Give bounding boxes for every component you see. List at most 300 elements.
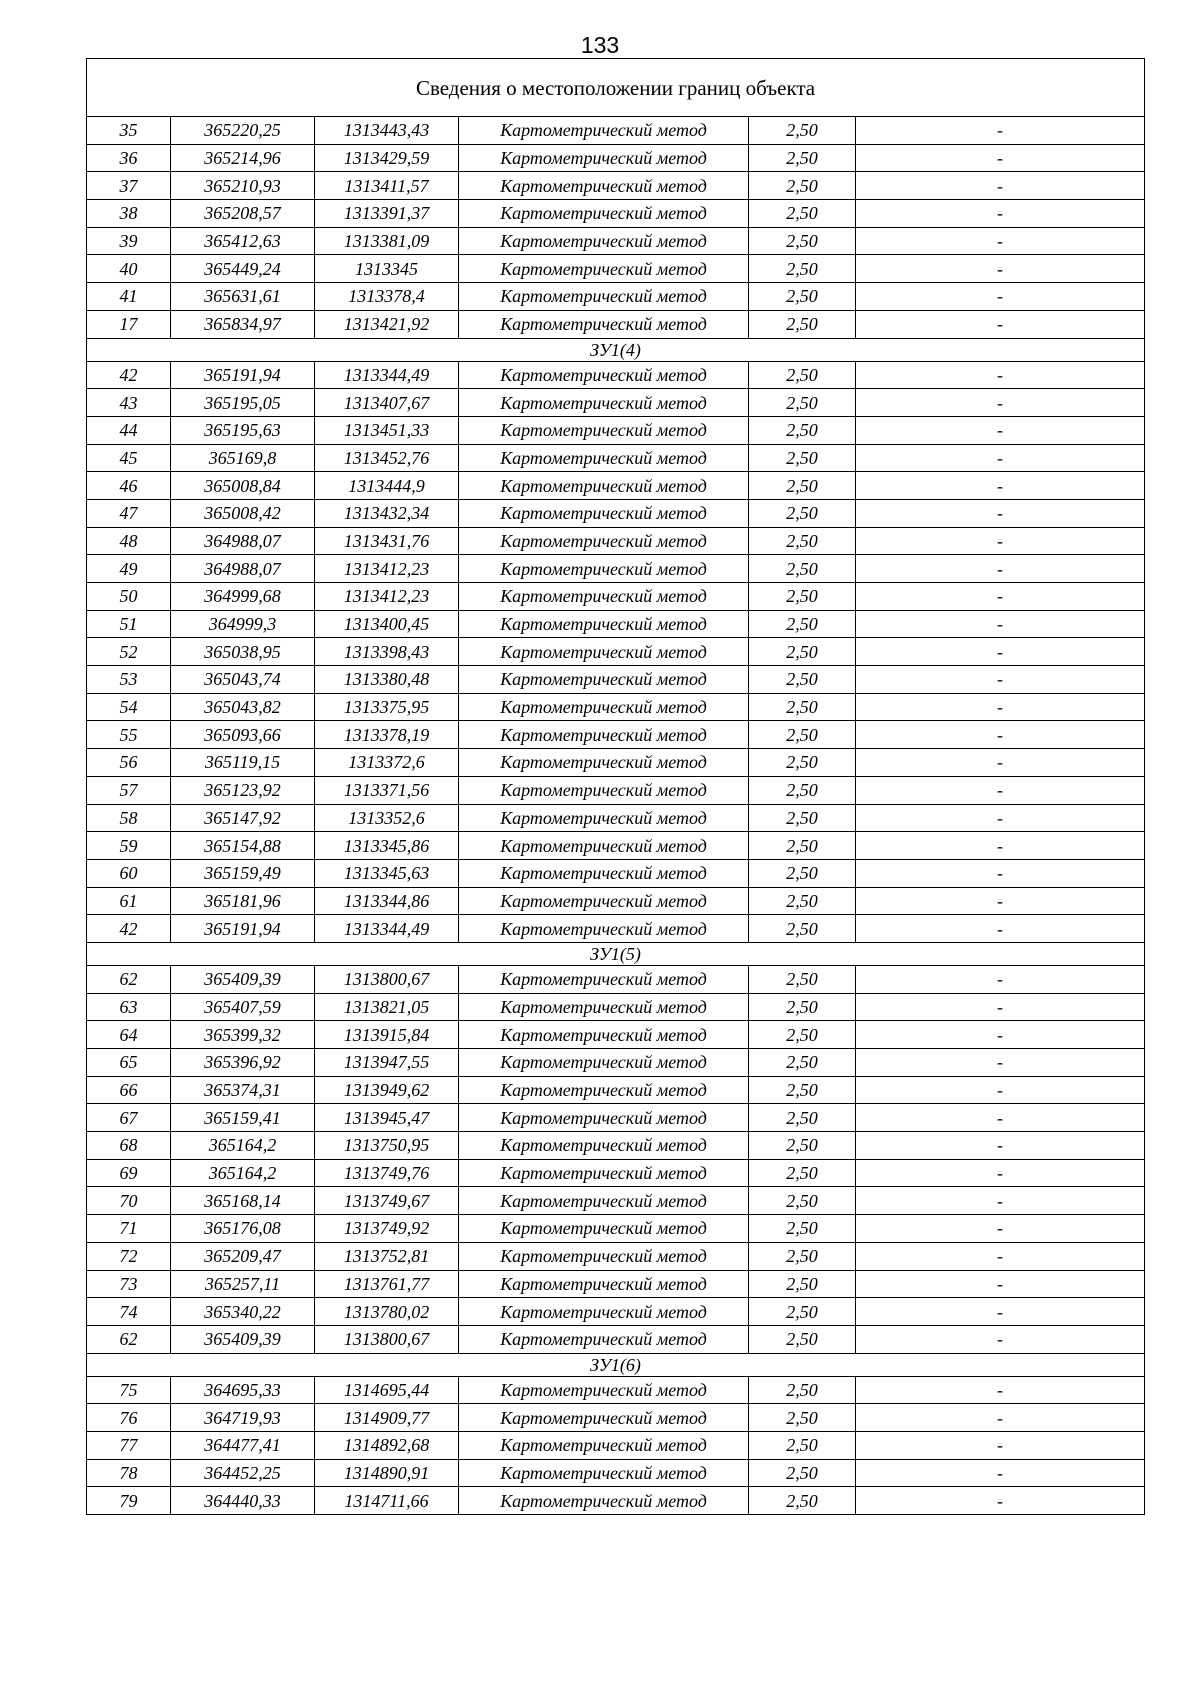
y-coordinate-cell: 1313749,76 [315, 1159, 459, 1187]
method-cell: Картометрический метод [459, 1270, 749, 1298]
method-cell: Картометрический метод [459, 693, 749, 721]
accuracy-cell: 2,50 [749, 1298, 856, 1326]
y-coordinate-cell: 1313344,86 [315, 887, 459, 915]
x-coordinate-cell: 365008,84 [171, 472, 315, 500]
accuracy-cell: 2,50 [749, 666, 856, 694]
point-number-cell: 71 [87, 1215, 171, 1243]
point-number-cell: 39 [87, 227, 171, 255]
accuracy-cell: 2,50 [749, 227, 856, 255]
accuracy-cell: 2,50 [749, 255, 856, 283]
x-coordinate-cell: 365164,2 [171, 1159, 315, 1187]
y-coordinate-cell: 1313398,43 [315, 638, 459, 666]
point-number-cell: 76 [87, 1404, 171, 1432]
accuracy-cell: 2,50 [749, 965, 856, 993]
y-coordinate-cell: 1313432,34 [315, 499, 459, 527]
description-cell: - [856, 361, 1145, 389]
method-cell: Картометрический метод [459, 1487, 749, 1515]
point-number-cell: 51 [87, 610, 171, 638]
section-label: ЗУ1(4) [87, 338, 1145, 361]
section-header-row [87, 942, 1145, 965]
y-coordinate-cell: 1313780,02 [315, 1298, 459, 1326]
y-coordinate-cell: 1313451,33 [315, 416, 459, 444]
x-coordinate-cell: 364440,33 [171, 1487, 315, 1515]
y-coordinate-cell: 1313380,48 [315, 666, 459, 694]
x-coordinate-cell: 365834,97 [171, 310, 315, 338]
table-row [87, 1076, 1145, 1104]
table-row [87, 610, 1145, 638]
method-cell: Картометрический метод [459, 749, 749, 777]
accuracy-cell: 2,50 [749, 887, 856, 915]
table-row [87, 1021, 1145, 1049]
method-cell: Картометрический метод [459, 1459, 749, 1487]
point-number-cell: 40 [87, 255, 171, 283]
accuracy-cell: 2,50 [749, 804, 856, 832]
method-cell: Картометрический метод [459, 361, 749, 389]
accuracy-cell: 2,50 [749, 1404, 856, 1432]
description-cell: - [856, 1159, 1145, 1187]
y-coordinate-cell: 1314890,91 [315, 1459, 459, 1487]
x-coordinate-cell: 364988,07 [171, 527, 315, 555]
description-cell: - [856, 1049, 1145, 1077]
table-row [87, 1325, 1145, 1353]
point-number-cell: 58 [87, 804, 171, 832]
method-cell: Картометрический метод [459, 255, 749, 283]
point-number-cell: 77 [87, 1431, 171, 1459]
y-coordinate-cell: 1313344,49 [315, 915, 459, 943]
description-cell: - [856, 227, 1145, 255]
x-coordinate-cell: 365340,22 [171, 1298, 315, 1326]
x-coordinate-cell: 365008,42 [171, 499, 315, 527]
description-cell: - [856, 1298, 1145, 1326]
method-cell: Картометрический метод [459, 527, 749, 555]
method-cell: Картометрический метод [459, 499, 749, 527]
x-coordinate-cell: 365210,93 [171, 172, 315, 200]
table-row [87, 1487, 1145, 1515]
point-number-cell: 37 [87, 172, 171, 200]
table-row [87, 638, 1145, 666]
table-row [87, 1298, 1145, 1326]
y-coordinate-cell: 1313821,05 [315, 993, 459, 1021]
method-cell: Картометрический метод [459, 1376, 749, 1404]
table-row [87, 1104, 1145, 1132]
description-cell: - [856, 804, 1145, 832]
point-number-cell: 66 [87, 1076, 171, 1104]
description-cell: - [856, 472, 1145, 500]
method-cell: Картометрический метод [459, 283, 749, 311]
method-cell: Картометрический метод [459, 472, 749, 500]
accuracy-cell: 2,50 [749, 1215, 856, 1243]
table-row [87, 721, 1145, 749]
x-coordinate-cell: 365220,25 [171, 117, 315, 145]
x-coordinate-cell: 365209,47 [171, 1242, 315, 1270]
x-coordinate-cell: 365123,92 [171, 776, 315, 804]
description-cell: - [856, 1242, 1145, 1270]
table-row [87, 1215, 1145, 1243]
method-cell: Картометрический метод [459, 1049, 749, 1077]
y-coordinate-cell: 1314695,44 [315, 1376, 459, 1404]
accuracy-cell: 2,50 [749, 749, 856, 777]
y-coordinate-cell: 1314711,66 [315, 1487, 459, 1515]
y-coordinate-cell: 1314892,68 [315, 1431, 459, 1459]
y-coordinate-cell: 1313800,67 [315, 965, 459, 993]
description-cell: - [856, 499, 1145, 527]
point-number-cell: 54 [87, 693, 171, 721]
table-row [87, 1270, 1145, 1298]
accuracy-cell: 2,50 [749, 1104, 856, 1132]
description-cell: - [856, 666, 1145, 694]
description-cell: - [856, 638, 1145, 666]
x-coordinate-cell: 364477,41 [171, 1431, 315, 1459]
accuracy-cell: 2,50 [749, 832, 856, 860]
method-cell: Картометрический метод [459, 666, 749, 694]
point-number-cell: 56 [87, 749, 171, 777]
x-coordinate-cell: 365043,74 [171, 666, 315, 694]
method-cell: Картометрический метод [459, 227, 749, 255]
table-row [87, 993, 1145, 1021]
point-number-cell: 48 [87, 527, 171, 555]
y-coordinate-cell: 1313400,45 [315, 610, 459, 638]
point-number-cell: 69 [87, 1159, 171, 1187]
table-row [87, 389, 1145, 417]
y-coordinate-cell: 1313352,6 [315, 804, 459, 832]
y-coordinate-cell: 1313407,67 [315, 389, 459, 417]
description-cell: - [856, 993, 1145, 1021]
x-coordinate-cell: 365164,2 [171, 1132, 315, 1160]
y-coordinate-cell: 1313378,19 [315, 721, 459, 749]
table-row [87, 255, 1145, 283]
x-coordinate-cell: 365257,11 [171, 1270, 315, 1298]
x-coordinate-cell: 365191,94 [171, 361, 315, 389]
table-row [87, 915, 1145, 943]
x-coordinate-cell: 365396,92 [171, 1049, 315, 1077]
point-number-cell: 68 [87, 1132, 171, 1160]
point-number-cell: 74 [87, 1298, 171, 1326]
description-cell: - [856, 610, 1145, 638]
method-cell: Картометрический метод [459, 804, 749, 832]
description-cell: - [856, 859, 1145, 887]
description-cell: - [856, 389, 1145, 417]
table-title: Сведения о местоположении границ объекта [87, 59, 1145, 117]
y-coordinate-cell: 1313344,49 [315, 361, 459, 389]
table-row [87, 1242, 1145, 1270]
accuracy-cell: 2,50 [749, 527, 856, 555]
point-number-cell: 70 [87, 1187, 171, 1215]
method-cell: Картометрический метод [459, 555, 749, 583]
y-coordinate-cell: 1313945,47 [315, 1104, 459, 1132]
point-number-cell: 42 [87, 361, 171, 389]
method-cell: Картометрический метод [459, 610, 749, 638]
table-row [87, 1431, 1145, 1459]
description-cell: - [856, 749, 1145, 777]
accuracy-cell: 2,50 [749, 1159, 856, 1187]
point-number-cell: 36 [87, 144, 171, 172]
table-row [87, 283, 1145, 311]
method-cell: Картометрический метод [459, 776, 749, 804]
y-coordinate-cell: 1313949,62 [315, 1076, 459, 1104]
y-coordinate-cell: 1313378,4 [315, 283, 459, 311]
accuracy-cell: 2,50 [749, 610, 856, 638]
method-cell: Картометрический метод [459, 389, 749, 417]
point-number-cell: 49 [87, 555, 171, 583]
table-row [87, 1404, 1145, 1432]
method-cell: Картометрический метод [459, 117, 749, 145]
table-row [87, 859, 1145, 887]
accuracy-cell: 2,50 [749, 1459, 856, 1487]
point-number-cell: 73 [87, 1270, 171, 1298]
point-number-cell: 46 [87, 472, 171, 500]
method-cell: Картометрический метод [459, 1298, 749, 1326]
accuracy-cell: 2,50 [749, 1187, 856, 1215]
point-number-cell: 72 [87, 1242, 171, 1270]
x-coordinate-cell: 365093,66 [171, 721, 315, 749]
y-coordinate-cell: 1313752,81 [315, 1242, 459, 1270]
method-cell: Картометрический метод [459, 1021, 749, 1049]
point-number-cell: 53 [87, 666, 171, 694]
table-row [87, 144, 1145, 172]
x-coordinate-cell: 365195,05 [171, 389, 315, 417]
description-cell: - [856, 1376, 1145, 1404]
y-coordinate-cell: 1313761,77 [315, 1270, 459, 1298]
table-row [87, 472, 1145, 500]
accuracy-cell: 2,50 [749, 859, 856, 887]
y-coordinate-cell: 1314909,77 [315, 1404, 459, 1432]
point-number-cell: 41 [87, 283, 171, 311]
table-row [87, 361, 1145, 389]
method-cell: Картометрический метод [459, 416, 749, 444]
accuracy-cell: 2,50 [749, 1487, 856, 1515]
accuracy-cell: 2,50 [749, 1431, 856, 1459]
accuracy-cell: 2,50 [749, 583, 856, 611]
method-cell: Картометрический метод [459, 1187, 749, 1215]
table-row [87, 227, 1145, 255]
accuracy-cell: 2,50 [749, 1132, 856, 1160]
method-cell: Картометрический метод [459, 1076, 749, 1104]
accuracy-cell: 2,50 [749, 117, 856, 145]
method-cell: Картометрический метод [459, 721, 749, 749]
x-coordinate-cell: 365191,94 [171, 915, 315, 943]
table-row [87, 444, 1145, 472]
method-cell: Картометрический метод [459, 1104, 749, 1132]
y-coordinate-cell: 1313750,95 [315, 1132, 459, 1160]
section-label: ЗУ1(6) [87, 1353, 1145, 1376]
method-cell: Картометрический метод [459, 144, 749, 172]
x-coordinate-cell: 364719,93 [171, 1404, 315, 1432]
accuracy-cell: 2,50 [749, 1021, 856, 1049]
method-cell: Картометрический метод [459, 859, 749, 887]
description-cell: - [856, 172, 1145, 200]
table-row [87, 527, 1145, 555]
description-cell: - [856, 1132, 1145, 1160]
table-row [87, 965, 1145, 993]
table-row [87, 117, 1145, 145]
y-coordinate-cell: 1313452,76 [315, 444, 459, 472]
method-cell: Картометрический метод [459, 310, 749, 338]
table-row [87, 583, 1145, 611]
table-row [87, 1159, 1145, 1187]
description-cell: - [856, 832, 1145, 860]
method-cell: Картометрический метод [459, 1132, 749, 1160]
accuracy-cell: 2,50 [749, 499, 856, 527]
method-cell: Картометрический метод [459, 1242, 749, 1270]
table-row [87, 499, 1145, 527]
table-row [87, 693, 1145, 721]
y-coordinate-cell: 1313345 [315, 255, 459, 283]
point-number-cell: 64 [87, 1021, 171, 1049]
x-coordinate-cell: 364695,33 [171, 1376, 315, 1404]
x-coordinate-cell: 365043,82 [171, 693, 315, 721]
y-coordinate-cell: 1313443,43 [315, 117, 459, 145]
x-coordinate-cell: 365181,96 [171, 887, 315, 915]
x-coordinate-cell: 365449,24 [171, 255, 315, 283]
accuracy-cell: 2,50 [749, 416, 856, 444]
point-number-cell: 62 [87, 965, 171, 993]
point-number-cell: 78 [87, 1459, 171, 1487]
y-coordinate-cell: 1313915,84 [315, 1021, 459, 1049]
x-coordinate-cell: 365119,15 [171, 749, 315, 777]
accuracy-cell: 2,50 [749, 555, 856, 583]
description-cell: - [856, 527, 1145, 555]
method-cell: Картометрический метод [459, 444, 749, 472]
y-coordinate-cell: 1313431,76 [315, 527, 459, 555]
accuracy-cell: 2,50 [749, 144, 856, 172]
page-number: 133 [580, 32, 620, 58]
boundary-coordinates-table [86, 58, 1145, 1515]
y-coordinate-cell: 1313375,95 [315, 693, 459, 721]
point-number-cell: 43 [87, 389, 171, 417]
table-row [87, 1459, 1145, 1487]
x-coordinate-cell: 364999,3 [171, 610, 315, 638]
point-number-cell: 79 [87, 1487, 171, 1515]
x-coordinate-cell: 365631,61 [171, 283, 315, 311]
method-cell: Картометрический метод [459, 965, 749, 993]
accuracy-cell: 2,50 [749, 361, 856, 389]
section-header-row [87, 338, 1145, 361]
table-row [87, 749, 1145, 777]
y-coordinate-cell: 1313345,63 [315, 859, 459, 887]
point-number-cell: 17 [87, 310, 171, 338]
x-coordinate-cell: 365412,63 [171, 227, 315, 255]
y-coordinate-cell: 1313444,9 [315, 472, 459, 500]
point-number-cell: 55 [87, 721, 171, 749]
description-cell: - [856, 1215, 1145, 1243]
y-coordinate-cell: 1313412,23 [315, 555, 459, 583]
point-number-cell: 50 [87, 583, 171, 611]
table-row [87, 172, 1145, 200]
description-cell: - [856, 1325, 1145, 1353]
description-cell: - [856, 117, 1145, 145]
point-number-cell: 75 [87, 1376, 171, 1404]
method-cell: Картометрический метод [459, 172, 749, 200]
table-row [87, 416, 1145, 444]
y-coordinate-cell: 1313372,6 [315, 749, 459, 777]
method-cell: Картометрический метод [459, 1159, 749, 1187]
method-cell: Картометрический метод [459, 993, 749, 1021]
table-row [87, 1187, 1145, 1215]
method-cell: Картометрический метод [459, 638, 749, 666]
x-coordinate-cell: 365399,32 [171, 1021, 315, 1049]
x-coordinate-cell: 365159,41 [171, 1104, 315, 1132]
x-coordinate-cell: 365195,63 [171, 416, 315, 444]
description-cell: - [856, 144, 1145, 172]
x-coordinate-cell: 364988,07 [171, 555, 315, 583]
x-coordinate-cell: 365374,31 [171, 1076, 315, 1104]
description-cell: - [856, 1487, 1145, 1515]
accuracy-cell: 2,50 [749, 472, 856, 500]
method-cell: Картометрический метод [459, 915, 749, 943]
description-cell: - [856, 583, 1145, 611]
table-row [87, 555, 1145, 583]
point-number-cell: 62 [87, 1325, 171, 1353]
description-cell: - [856, 965, 1145, 993]
description-cell: - [856, 416, 1145, 444]
table-row [87, 666, 1145, 694]
accuracy-cell: 2,50 [749, 1076, 856, 1104]
method-cell: Картометрический метод [459, 832, 749, 860]
point-number-cell: 38 [87, 200, 171, 228]
table-row [87, 310, 1145, 338]
description-cell: - [856, 1431, 1145, 1459]
description-cell: - [856, 555, 1145, 583]
description-cell: - [856, 1187, 1145, 1215]
table-row [87, 200, 1145, 228]
x-coordinate-cell: 365409,39 [171, 965, 315, 993]
accuracy-cell: 2,50 [749, 993, 856, 1021]
method-cell: Картометрический метод [459, 1431, 749, 1459]
description-cell: - [856, 887, 1145, 915]
x-coordinate-cell: 365168,14 [171, 1187, 315, 1215]
point-number-cell: 57 [87, 776, 171, 804]
description-cell: - [856, 1021, 1145, 1049]
description-cell: - [856, 283, 1145, 311]
method-cell: Картометрический метод [459, 583, 749, 611]
method-cell: Картометрический метод [459, 200, 749, 228]
description-cell: - [856, 200, 1145, 228]
description-cell: - [856, 1270, 1145, 1298]
x-coordinate-cell: 365159,49 [171, 859, 315, 887]
x-coordinate-cell: 365176,08 [171, 1215, 315, 1243]
accuracy-cell: 2,50 [749, 310, 856, 338]
point-number-cell: 45 [87, 444, 171, 472]
point-number-cell: 67 [87, 1104, 171, 1132]
y-coordinate-cell: 1313381,09 [315, 227, 459, 255]
point-number-cell: 63 [87, 993, 171, 1021]
x-coordinate-cell: 365038,95 [171, 638, 315, 666]
accuracy-cell: 2,50 [749, 283, 856, 311]
point-number-cell: 44 [87, 416, 171, 444]
description-cell: - [856, 1104, 1145, 1132]
table-row [87, 804, 1145, 832]
accuracy-cell: 2,50 [749, 200, 856, 228]
y-coordinate-cell: 1313800,67 [315, 1325, 459, 1353]
description-cell: - [856, 310, 1145, 338]
method-cell: Картометрический метод [459, 1215, 749, 1243]
description-cell: - [856, 776, 1145, 804]
section-label: ЗУ1(5) [87, 942, 1145, 965]
description-cell: - [856, 721, 1145, 749]
point-number-cell: 35 [87, 117, 171, 145]
accuracy-cell: 2,50 [749, 172, 856, 200]
y-coordinate-cell: 1313421,92 [315, 310, 459, 338]
y-coordinate-cell: 1313749,92 [315, 1215, 459, 1243]
y-coordinate-cell: 1313749,67 [315, 1187, 459, 1215]
accuracy-cell: 2,50 [749, 444, 856, 472]
accuracy-cell: 2,50 [749, 721, 856, 749]
description-cell: - [856, 444, 1145, 472]
accuracy-cell: 2,50 [749, 1270, 856, 1298]
x-coordinate-cell: 365214,96 [171, 144, 315, 172]
x-coordinate-cell: 364452,25 [171, 1459, 315, 1487]
y-coordinate-cell: 1313345,86 [315, 832, 459, 860]
